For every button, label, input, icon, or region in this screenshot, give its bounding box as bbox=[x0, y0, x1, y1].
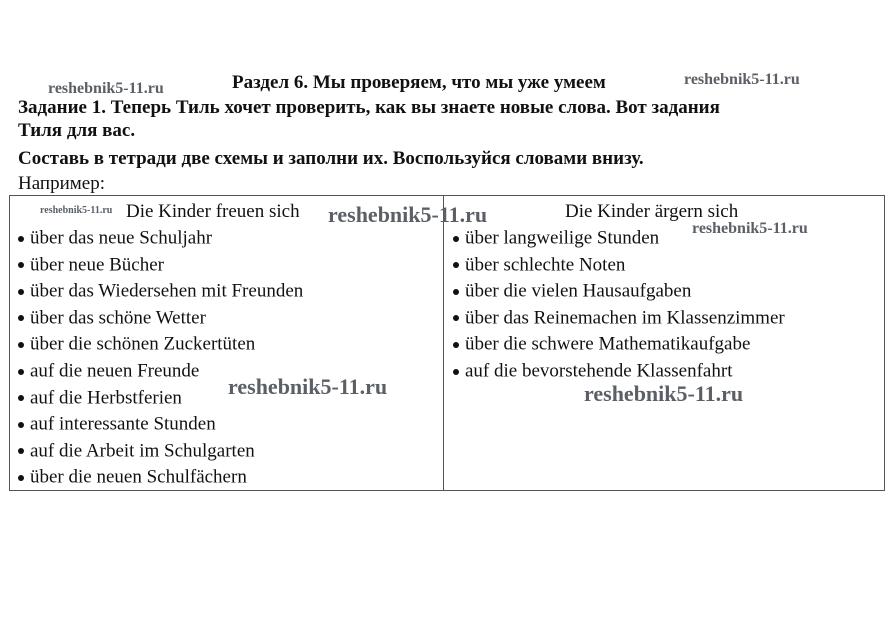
bullet-icon bbox=[18, 262, 24, 268]
list-item: auf die Herbstferien bbox=[18, 385, 303, 412]
task-line-2: Тиля для вас. bbox=[18, 120, 136, 141]
watermark: reshebnik5-11.ru bbox=[584, 381, 744, 406]
bullet-icon bbox=[18, 448, 24, 454]
bullet-icon bbox=[453, 315, 459, 321]
list-item: über langweilige Stunden bbox=[453, 225, 785, 252]
bullet-icon bbox=[453, 289, 459, 295]
list-item: über die schönen Zuckertüten bbox=[18, 331, 303, 358]
left-column-heading: Die Kinder freuen sich bbox=[126, 201, 300, 222]
list-item: auf interessante Stunden bbox=[18, 411, 303, 438]
list-item: über das neue Schuljahr bbox=[18, 225, 303, 252]
bullet-icon bbox=[18, 236, 24, 242]
page-title: Раздел 6. Мы проверяем, что мы уже умеем bbox=[232, 72, 606, 93]
list-item: über das schöne Wetter bbox=[18, 305, 303, 332]
list-item: über das Reinemachen im Klassenzimmer bbox=[453, 305, 785, 332]
watermark: reshebnik5-11.ru bbox=[228, 374, 388, 399]
bullet-icon bbox=[453, 369, 459, 375]
list-item: auf die neuen Freunde bbox=[18, 358, 303, 385]
list-item: über neue Bücher bbox=[18, 252, 303, 279]
list-item: auf die bevorstehende Klassenfahrt bbox=[453, 358, 785, 385]
bullet-icon bbox=[453, 262, 459, 268]
bullet-icon bbox=[18, 289, 24, 295]
bullet-icon bbox=[18, 422, 24, 428]
bullet-icon bbox=[18, 475, 24, 481]
watermark: reshebnik5-11.ru bbox=[48, 80, 164, 97]
task-line-1: Задание 1. Теперь Тиль хочет проверить, как вы знаете новые слова. Вот задания bbox=[18, 97, 720, 118]
task-instruction: Составь в тетради две схемы и заполни их. Воспользуйся словами внизу. bbox=[18, 148, 644, 169]
list-item: über die neuen Schulfächern bbox=[18, 464, 303, 491]
bullet-icon bbox=[18, 369, 24, 375]
bullet-icon bbox=[18, 315, 24, 321]
watermark: reshebnik5-11.ru bbox=[684, 71, 800, 88]
bullet-icon bbox=[18, 342, 24, 348]
bullet-icon bbox=[453, 236, 459, 242]
list-item: über das Wiedersehen mit Freunden bbox=[18, 278, 303, 305]
column-divider bbox=[443, 196, 444, 490]
example-label: Например: bbox=[18, 173, 105, 194]
list-item: auf die Arbeit im Schulgarten bbox=[18, 438, 303, 465]
bullet-icon bbox=[18, 395, 24, 401]
scheme-table bbox=[9, 195, 885, 491]
watermark: reshebnik5-11.ru bbox=[328, 202, 488, 227]
list-item: über die schwere Mathematikaufgabe bbox=[453, 331, 785, 358]
right-column-heading: Die Kinder ärgern sich bbox=[565, 201, 739, 222]
bullet-icon bbox=[453, 342, 459, 348]
watermark: reshebnik5-11.ru bbox=[692, 220, 808, 237]
list-item: über die vielen Hausaufgaben bbox=[453, 278, 785, 305]
watermark: reshebnik5-11.ru bbox=[40, 205, 113, 216]
left-column bbox=[18, 198, 303, 491]
list-item: über schlechte Noten bbox=[453, 252, 785, 279]
